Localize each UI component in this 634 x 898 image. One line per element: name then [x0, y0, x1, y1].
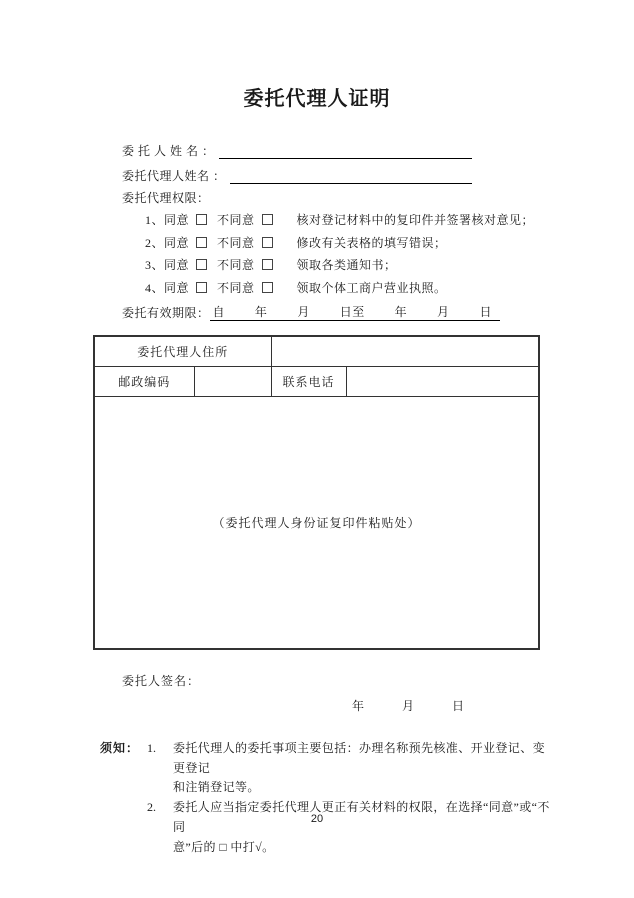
validity-period-line — [122, 299, 500, 321]
validity-month1: 月 — [297, 305, 310, 319]
note-line: 委托代理人的委托事项主要包括：办理名称预先核准、开业登记、变更登记 — [173, 741, 546, 775]
validity-label: 委托有效期限： — [122, 306, 210, 320]
table-row — [94, 396, 539, 649]
agent-name-label: 委托代理人姓名 ： — [122, 169, 226, 183]
agree-checkbox-icon — [196, 237, 207, 248]
item-number: 4、 — [145, 280, 165, 295]
note-item-1 — [147, 739, 550, 798]
principal-signature-label: 委托人签名： — [122, 674, 201, 688]
signature-date-line — [352, 697, 464, 714]
postal-code-value-cell — [194, 366, 271, 396]
principal-name-blank — [219, 141, 472, 159]
authority-item-1 — [122, 209, 535, 232]
agree-checkbox-icon — [196, 282, 207, 293]
item-number: 1、 — [145, 213, 165, 227]
date-year-label: 年 — [352, 699, 365, 713]
authority-item-4 — [122, 277, 502, 300]
note-line: 委托人应当指定委托代理人更正有关材料的权限，在选择“同意”或“不同 — [173, 800, 550, 834]
note-item-2 — [147, 798, 550, 857]
note-line: 和注销登记等。 — [173, 780, 260, 795]
validity-day2: 日 — [479, 305, 492, 319]
agent-name-blank — [230, 166, 472, 184]
disagree-checkbox-icon — [262, 214, 273, 225]
disagree-label: 不同意 — [217, 213, 255, 227]
agree-label: 同意 — [164, 258, 190, 272]
note-number: 1. — [147, 741, 156, 755]
disagree-checkbox-icon — [262, 237, 273, 248]
phone-label-cell: 联系电话 — [271, 366, 346, 396]
validity-year2: 年 — [394, 305, 408, 319]
form-section — [122, 137, 535, 321]
table-row — [94, 366, 539, 396]
validity-month2: 月 — [437, 305, 450, 319]
note-line: 意”后的 □ 中打√。 — [173, 839, 275, 854]
item-number: 2、 — [145, 235, 165, 250]
notes-items — [147, 739, 550, 857]
table-row — [94, 336, 539, 366]
disagree-label: 不同意 — [217, 258, 255, 272]
date-month-label: 月 — [401, 699, 414, 713]
notes-label: 须知： — [100, 741, 140, 755]
item-description: 领取各类通知书； — [296, 258, 397, 272]
date-day-label: 日 — [451, 699, 464, 713]
item-description: 领取个体工商户营业执照。 — [296, 280, 447, 295]
disagree-checkbox-icon — [262, 282, 273, 293]
phone-value-cell — [346, 366, 539, 396]
validity-from: 自 — [212, 305, 226, 319]
disagree-label: 不同意 — [217, 280, 255, 295]
note-number: 2. — [147, 800, 156, 815]
id-copy-paste-area: （委托代理人身份证复印件粘贴处） — [94, 396, 539, 649]
agree-label: 同意 — [164, 213, 190, 227]
page-title: 委托代理人证明 — [243, 88, 391, 110]
validity-blank-line — [210, 303, 500, 321]
principal-name-label: 委 托 人 姓 名 ： — [122, 144, 215, 158]
note-text — [173, 798, 550, 857]
page-number: 20 — [310, 813, 324, 825]
validity-year1: 年 — [254, 305, 268, 319]
item-description: 核对登记材料中的复印件并签署核对意见； — [296, 213, 535, 227]
agent-address-value-cell — [271, 336, 539, 366]
disagree-checkbox-icon — [262, 259, 273, 270]
agent-address-label-cell: 委托代理人住所 — [94, 336, 271, 366]
note-text — [173, 739, 550, 798]
principal-name-line — [122, 137, 472, 159]
agent-name-line — [122, 162, 472, 184]
authority-label: 委托代理权限： — [122, 191, 210, 205]
authority-item-2 — [122, 232, 502, 255]
agree-label: 同意 — [164, 280, 190, 295]
agent-info-table — [93, 335, 540, 650]
agree-checkbox-icon — [196, 259, 207, 270]
item-number: 3、 — [145, 258, 165, 272]
agree-checkbox-icon — [196, 214, 207, 225]
item-description: 修改有关表格的填写错误； — [296, 235, 447, 250]
validity-day1: 日至 — [339, 305, 365, 319]
disagree-label: 不同意 — [217, 235, 255, 250]
postal-code-label-cell: 邮政编码 — [94, 366, 194, 396]
authority-item-3 — [122, 254, 502, 277]
agree-label: 同意 — [164, 235, 190, 250]
notes-section — [100, 739, 550, 857]
